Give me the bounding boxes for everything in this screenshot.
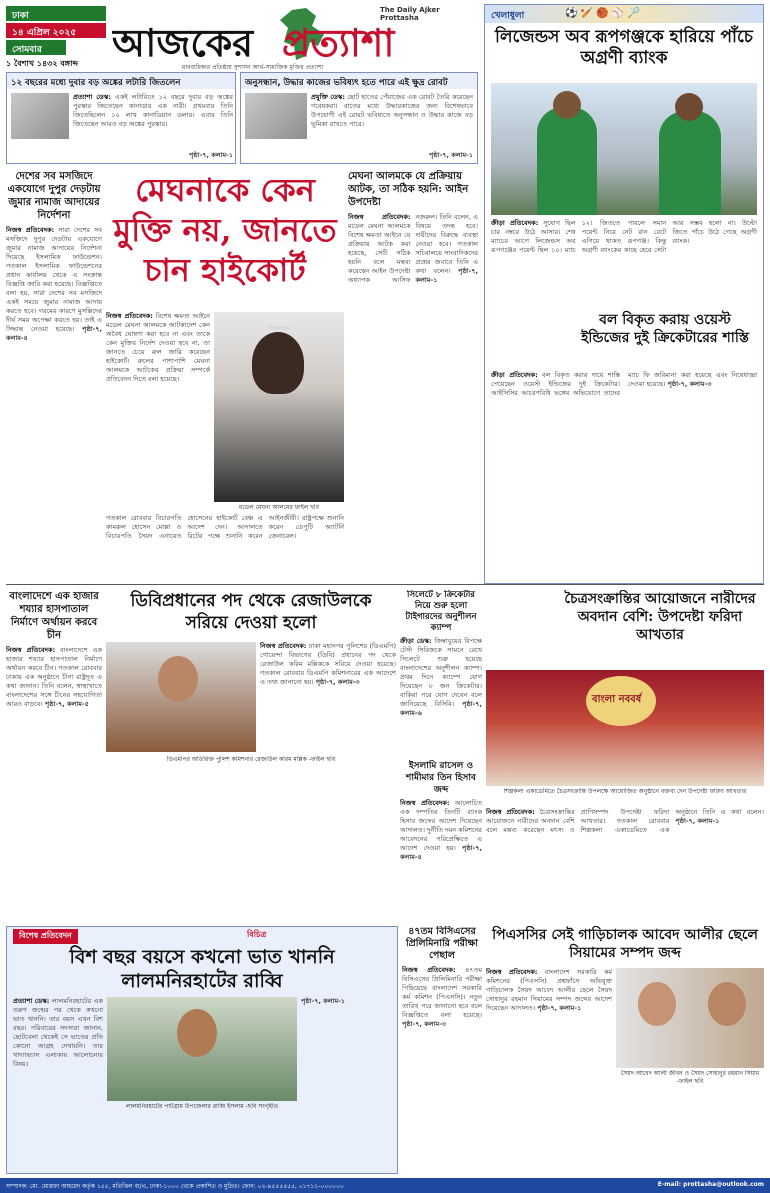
db-chief-byline: নিজস্ব প্রতিবেদক:: [260, 642, 307, 650]
psc-headline: পিএসসির সেই গাড়িচালক আবেদ আলীর ছেলে সিয়ামের সম্পদ জব্দ: [492, 927, 758, 961]
sports-section-label: খেলাধুলা: [491, 11, 525, 21]
special-report-box: [6, 926, 398, 1174]
cricket-camp-body: জিম্বাবুয়ের বিপক্ষে টেস্ট সিরিজকে সামনে রেখে সিলেটে শুরু হয়েছে বাংলাদেশের অনুশীলন ক্যাম্প। প্রথম দিনে ক্যাম্পে যোগ দিয়েছেন ৮ জন ক্রিকেটার। বাকিরা পরে যোগ দেবেন বলে জানিয়েছে বিসিবি।: [400, 637, 482, 708]
masthead-english-name: The Daily Ajker Prottasha: [380, 6, 440, 22]
jumma-byline: নিজস্ব প্রতিবেদক:: [6, 226, 55, 234]
meghna-side-headline: মেঘনা আলমকে যে প্রক্রিয়ায় আটক, তা সঠিক হয়নি: আইন উপদেষ্টা: [348, 171, 469, 208]
ticker-right-body: ছোট হাতের পেঁয়াজের এক রোবট তৈরি করেছেন গবেষকরা। রাতের মধ্যে উদ্ধারকাজের জন্য বিশেষভাবে উপযোগী এই রোবট ভবিষ্যতে অনুসন্ধান ও উদ্ধার কাজে বড় ভূমিকা রাখতে পারে।: [311, 93, 473, 128]
ticker-left-byline: প্রত্যাশা ডেস্ক:: [73, 93, 111, 101]
psc-body: বাংলাদেশ সরকারি কর্ম কমিশনের (পিএসসি) প্রশ্নফাঁসে অভিযুক্ত গাড়িচালক সৈয়দ আবেদ আলীর ছেলে সৈয়দ সোহানুর রহমান সিয়ামের সম্পদ জব্দের আদেশ দিয়েছেন আদালত।: [486, 968, 612, 1012]
psc-portrait-head-right: [708, 982, 746, 1026]
db-chief-article: [106, 590, 396, 920]
db-chief-photo-caption: ডিএমপির অতিরিক্ত পুলিশ কমিশনার রেজাউল করিম মল্লিক -ফাইল ছবি: [166, 756, 336, 763]
hospital-body: বাংলাদেশে এক হাজার শয্যার হাসপাতাল নির্মাণে অর্থায়ন করবে চীন। গতকাল রোববার ঢাকায় এক অনুষ্ঠানে চীনা রাষ্ট্রদূত এ কথা জানান। তিনি বলেন, স্বাস্থ্যখাতে বাংলাদেশের সঙ্গে চীনের সহযোগিতা আরও বাড়বে।: [6, 646, 102, 708]
bcs-article: [402, 926, 482, 1174]
cricketer-right-head: [675, 93, 703, 121]
psc-byline: নিজস্ব প্রতিবেদক:: [486, 968, 538, 976]
bcs-body: ৪৭তম বিসিএসের প্রিলিমিনারি পরীক্ষা পিছিয়েছে বাংলাদেশ সরকারি কর্ম কমিশন (পিএসসি)। নতুন তারিখ পরে জানানো হবে বলে বিজ্ঞপ্তিতে বলা হয়েছে।: [402, 966, 482, 1019]
db-chief-continued: পৃষ্ঠা-৭, কলাম-৩: [315, 678, 360, 686]
lead-portrait-hair: [252, 332, 304, 394]
sports-byline: ক্রীড়া প্রতিবেদক:: [491, 219, 539, 227]
hospital-article: [6, 590, 102, 920]
lead-photo-caption: মডেল মেঘনা আলমের ফাইল ছবি: [239, 504, 319, 511]
lead-photo: [214, 312, 344, 502]
cricket-camp-byline: ক্রীড়া ডেস্ক:: [400, 637, 432, 645]
chaitra-photo-caption: শিল্পকলা একাডেমিতে চৈত্রসংক্রান্তি উপলক্ষে আয়োজিত অনুষ্ঠানে বক্তব্য দেন উপদেষ্টা ফরিদা আখতার: [503, 788, 747, 795]
chaitra-article: [486, 590, 764, 920]
special-byline: প্রত্যাশা ডেস্ক:: [13, 997, 50, 1005]
cricket-camp-box: [400, 590, 482, 756]
masthead-date-box: [6, 6, 106, 76]
lead-body-2: গতকাল রোববার বিচারপতি কামরুল হোসেন মোল্লা ও বিচারপতি সৈয়দ এনায়েত হোসেনের হাইকোর্ট বেঞ্চ এ আদেশ দেন। আদালতে রিটের পক্ষে শুনানি করেন আইনজীবী। রাষ্ট্রপক্ষে শুনানি করেন ডেপুটি অ্যাটর্নি জেনারেল।: [106, 514, 344, 540]
masthead-title-prefix: আজকের: [112, 20, 254, 65]
cricketer-right-figure: [659, 111, 721, 215]
jumma-article: [6, 170, 102, 580]
chaitra-byline: নিজস্ব প্রতিবেদক:: [486, 808, 535, 816]
ticker-right-box: [240, 72, 478, 164]
ticker-left-photo: [11, 93, 69, 139]
cricket-camp-headline: সিলেটে ৮ ক্রিকেটার নিয়ে শুরু হলো টাইগারদের অনুশীলন ক্যাম্প: [405, 590, 477, 633]
masthead-bangla-date: ১ বৈশাখ ১৪৩২ বঙ্গাব্দ: [6, 59, 79, 68]
islami-body: আলোচিত এক দম্পতির তিনটি ব্যাংক হিসাব জব্দের আদেশ দিয়েছেন আদালত। দুর্নীতি দমন কমিশনের আবেদনের পরিপ্রেক্ষিতে এ আদেশ দেওয়া হয়।: [400, 799, 482, 852]
footer-bar: [0, 1178, 770, 1193]
masthead-weekday: সোমবার: [6, 40, 66, 55]
sports-ball-icon: ⚽ 🏏 🏀 ⚾ 🏸: [565, 8, 640, 19]
psc-article: [486, 926, 764, 1174]
ticker-right-photo: [245, 93, 307, 139]
islami-byline: নিজস্ব প্রতিবেদক:: [400, 799, 450, 807]
psc-portrait-head-left: [638, 982, 676, 1026]
ticker-left-box: [6, 72, 236, 164]
lead-portrait-crown-icon: [268, 326, 290, 336]
bcs-headline: ৪৭তম বিসিএসের প্রিলিমিনারি পরীক্ষা পেছাল: [405, 926, 479, 961]
lead-body-1: বিশেষ ক্ষমতা আইনে মডেল মেঘনা আলমকে আটকাদেশ কেন অবৈধ ঘোষণা করা হবে না এবং তাকে কেন মুক্তির নির্দেশ দেওয়া হবে না, তা জানতে চেয়ে রুল জারি করেছেন হাইকোর্ট। রুলের পাশাপাশি মেঘনা আলমকে আটকের প্রক্রিয়া সম্পর্কে প্রতিবেদন দিতে বলা হয়েছে।: [106, 312, 210, 383]
bcs-byline: নিজস্ব প্রতিবেদক:: [402, 966, 456, 974]
sports-body: সুযোগ ছিল চার নম্বরে উঠে আসার। শেষ ম্যাচের আগে লিজেন্ডস অব রূপগঞ্জের পয়েন্ট ছিল ১০। ম্যাচ ১২। জিততে পারলে সমান পয়েন্ট নিয়ে নেট রান রেটে এগিয়ে থাকত রূপগঞ্জ। কিন্তু অগ্রণী ব্যাংকের কাছে হেরে সেটা আর সম্ভব হলো না। উল্টো জিতে পাঁচে উঠে গেছে অগ্রণী ব্যাংক।: [491, 219, 757, 254]
footer-email: E-mail: prottasha@outlook.com: [657, 1181, 764, 1188]
hospital-headline: বাংলাদেশে এক হাজার শয্যার হাসপাতাল নির্মাণে অর্থায়ন করবে চীন: [9, 591, 99, 641]
special-portrait-head: [177, 1009, 217, 1057]
islami-headline: ইসলামি রাসেল ও শামীমার তিন হিসাব জব্দ: [406, 761, 476, 795]
db-chief-portrait-head: [158, 656, 198, 702]
special-report-label-2: বিচিত্র: [247, 930, 267, 939]
chaitra-photo: [486, 670, 764, 786]
sports-headline: লিজেন্ডস অব রূপগঞ্জকে হারিয়ে পাঁচে অগ্রণী ব্যাংক: [495, 27, 753, 68]
lead-headline: মেঘনাকে কেন মুক্তি নয়, জানতে চান হাইকোর্ট: [113, 171, 337, 289]
windies-headline: বল বিকৃত করায় ওয়েস্ট ইন্ডিজের দুই ক্রিকেটারের শাস্তি: [581, 312, 749, 346]
chaitra-headline: চৈত্রসংক্রান্তির আয়োজনে নারীদের অবদান বেশি: উপদেষ্টা ফরিদা আখতার: [564, 591, 756, 643]
jumma-body: সারা দেশের সব মসজিদে দুপুর দেড়টায় একযোগে জুমার নামাজ আদায়ের নির্দেশনা দিয়েছে ইসলামিক ফাউন্ডেশন। গতকাল ইসলামিক ফাউন্ডেশনের প্রধান কার্যালয় থেকে এ সংক্রান্ত বিজ্ঞপ্তি জারি করা হয়েছে। বিজ্ঞপ্তিতে বলা হয়, সারা দেশের সব মসজিদে একই সময়ে জুমার নামাজ আদায় করতে হবে। গরমের কারণে মুসল্লিদের দীর্ঘ সময় অপেক্ষা করতে হয়। তাই এ সিদ্ধান্ত নেওয়া হয়েছে।: [6, 226, 102, 333]
sports-section: [484, 4, 764, 584]
jumma-continued: পৃষ্ঠা-৭, কলাম-৪: [6, 325, 102, 342]
masthead-date: ১৪ এপ্রিল ২০২৫: [6, 23, 106, 38]
ticker-right-continued: পৃষ্ঠা-৭, কলাম-১: [429, 151, 473, 159]
psc-photo-caption: সৈয়দ আবেদ আলী জীবন ও সৈয়দ সোহানুর রহমান সিয়াম -ফাইল ছবি: [620, 1070, 760, 1085]
special-headline: বিশ বছর বয়সে কখনো ভাত খাননি লালমনিরহাটের রাব্বি: [69, 946, 335, 992]
jumma-headline: দেশের সব মসজিদে একযোগে দুপুর দেড়টায় জুমার নামাজ আদায়ের নির্দেশনা: [7, 171, 101, 221]
cricketer-left-figure: [537, 107, 597, 215]
islami-article: [400, 760, 482, 920]
db-chief-photo: [106, 642, 256, 752]
psc-photo: [616, 968, 764, 1068]
db-chief-body: ঢাকা মহানগর পুলিশের (ডিএমপি) গোয়েন্দা বিভাগের (ডিবি) প্রধানের পদ থেকে রেজাউল করিম মল্লিককে সরিয়ে দেওয়া হয়েছে। গতকাল রোববার ডিএমপি কমিশনারের এক আদেশে এ তথ্য জানানো হয়।: [260, 642, 396, 686]
islami-continued: পৃষ্ঠা-৭, কলাম-৪: [400, 844, 482, 861]
lead-article: [106, 170, 344, 310]
special-body: লালমনিরহাটের এক তরুণ জন্মের পর থেকে কখনো ভাত খাননি। তার বয়স এখন বিশ বছর। পরিবারের সদস্যরা জানান, ছোটবেলা থেকেই সে ভাতের প্রতি কোনো আগ্রহ দেখায়নি। তার খাদ্যাভ্যাস এলাকায় আলোচনার বিষয়।: [13, 997, 103, 1068]
meghna-side-article: [348, 170, 478, 580]
masthead-logo: [112, 4, 478, 70]
windies-byline: ক্রীড়া প্রতিবেদক:: [491, 371, 538, 379]
ticker-left-continued: পৃষ্ঠা-৭, কলাম-১: [189, 151, 233, 159]
masthead-city: ঢাকা: [6, 6, 106, 21]
chaitra-photo-title: বাংলা নববর্ষ: [592, 694, 642, 705]
hospital-byline: নিজস্ব প্রতিবেদক:: [6, 646, 56, 654]
db-chief-headline: ডিবিপ্রধানের পদ থেকে রেজাউলকে সরিয়ে দেওয়া হলো: [130, 591, 372, 633]
special-continued: পৃষ্ঠা-৭, কলাম-১: [301, 997, 345, 1005]
ticker-left-headline: ১২ বছরের মধ্যে দুবার বড় অঙ্কের লটারি জিতলেন: [7, 73, 235, 89]
cricketer-left-head: [553, 91, 581, 119]
chaitra-body: চৈত্রসংক্রান্তির আয়োজনে নারীদের অবদান বেশি বলে মন্তব্য করেছেন মৎস্য ও প্রাণিসম্পদ উপদেষ্টা ফরিদা আখতার। গতকাল রোববার শিল্পকলা একাডেমিতে এক অনুষ্ঠানে তিনি এ কথা বলেন।: [486, 808, 764, 834]
sports-label-bar: [485, 5, 763, 23]
meghna-side-continued: পৃষ্ঠা-৭, কলাম-১: [415, 267, 478, 284]
psc-continued: পৃষ্ঠা-৭, কলাম-১: [537, 1004, 582, 1012]
special-report-label: বিশেষ প্রতিবেদন: [13, 929, 78, 944]
footer-text: সম্পাদক: মো. মোস্তফা আহমেদ কর্তৃক ১৫৫, মতিঝিল বা/এ, ঢাকা-১০০০ থেকে প্রকাশিত ও মুদ্রিত। ফোন: ০২-৯৫৫৫৫৫৫, ০১৭১১-০০০০০০: [6, 1183, 344, 1190]
windies-continued: পৃষ্ঠা-৭, কলাম-৩: [667, 380, 712, 388]
hospital-continued: পৃষ্ঠা-৭, কলাম-৫: [44, 700, 89, 708]
bcs-continued: পৃষ্ঠা-৭, কলাম-৩: [402, 1020, 446, 1028]
meghna-side-byline: নিজস্ব প্রতিবেদক:: [348, 213, 411, 221]
ticker-left-body: একই লটারিতে ১২ বছরে দুবার বড় অঙ্কের পুরস্কার জিতেছেন কানাডার এক নারী। প্রথমবার তিনি জিতেছিলেন ১০ লাখ কানাডিয়ান ডলার। এবার তিনি জিতেছেন আরও বড় অঙ্কের পুরস্কার।: [73, 93, 233, 128]
windies-body: বল বিকৃত করার দায়ে শাস্তি পেয়েছেন ওয়েস্ট ইন্ডিজের দুই ক্রিকেটার। আইসিসির আচরণবিধি ভঙ্গের অভিযোগে তাদের ম্যাচ ফি জরিমানা করা হয়েছে এবং নিষেধাজ্ঞা দেওয়া হয়েছে।: [491, 371, 757, 397]
meghna-side-body: মডেল মেঘনা আলমকে বিশেষ ক্ষমতা আইনে যে প্রক্রিয়ায় আটক করা হয়েছে, সেটি সঠিক হয়নি বলে মন্তব্য করেছেন আইন উপদেষ্টা অধ্যাপক আসিফ নজরুল। তিনি বলেন, এ বিষয়ে তদন্ত হবে। দায়ীদের বিরুদ্ধে ব্যবস্থা নেওয়া হবে। গতকাল সচিবালয়ে সাংবাদিকদের প্রশ্নের জবাবে তিনি এ কথা বলেন।: [348, 213, 478, 284]
sports-photo: [491, 83, 757, 215]
special-photo: [107, 997, 297, 1101]
chaitra-continued: পৃষ্ঠা-৭, কলাম-১: [675, 817, 720, 825]
masthead-tagline: মানবাধিকার প্রতিষ্ঠায় সুশাসন আর্থ-সামাজিক মুক্তির প্রত্যাশা: [182, 64, 324, 70]
lead-byline: নিজস্ব প্রতিবেদক:: [106, 312, 153, 320]
ticker-right-headline: অনুসন্ধান, উদ্ধার কাজের ভবিষ্যৎ হতে পারে এই ক্ষুদ্র রোবট: [241, 73, 477, 89]
special-photo-caption: লালমনিরহাটের পাটগ্রাম উপজেলার রাব্বি ইসলাম -ছবি সংগৃহীত: [125, 1103, 279, 1110]
masthead-title-main: প্রত্যাশা: [282, 20, 395, 65]
ticker-right-byline: প্রযুক্তি ডেস্ক:: [311, 93, 345, 101]
cricket-camp-continued: পৃষ্ঠা-৭, কলাম-৬: [400, 700, 482, 717]
